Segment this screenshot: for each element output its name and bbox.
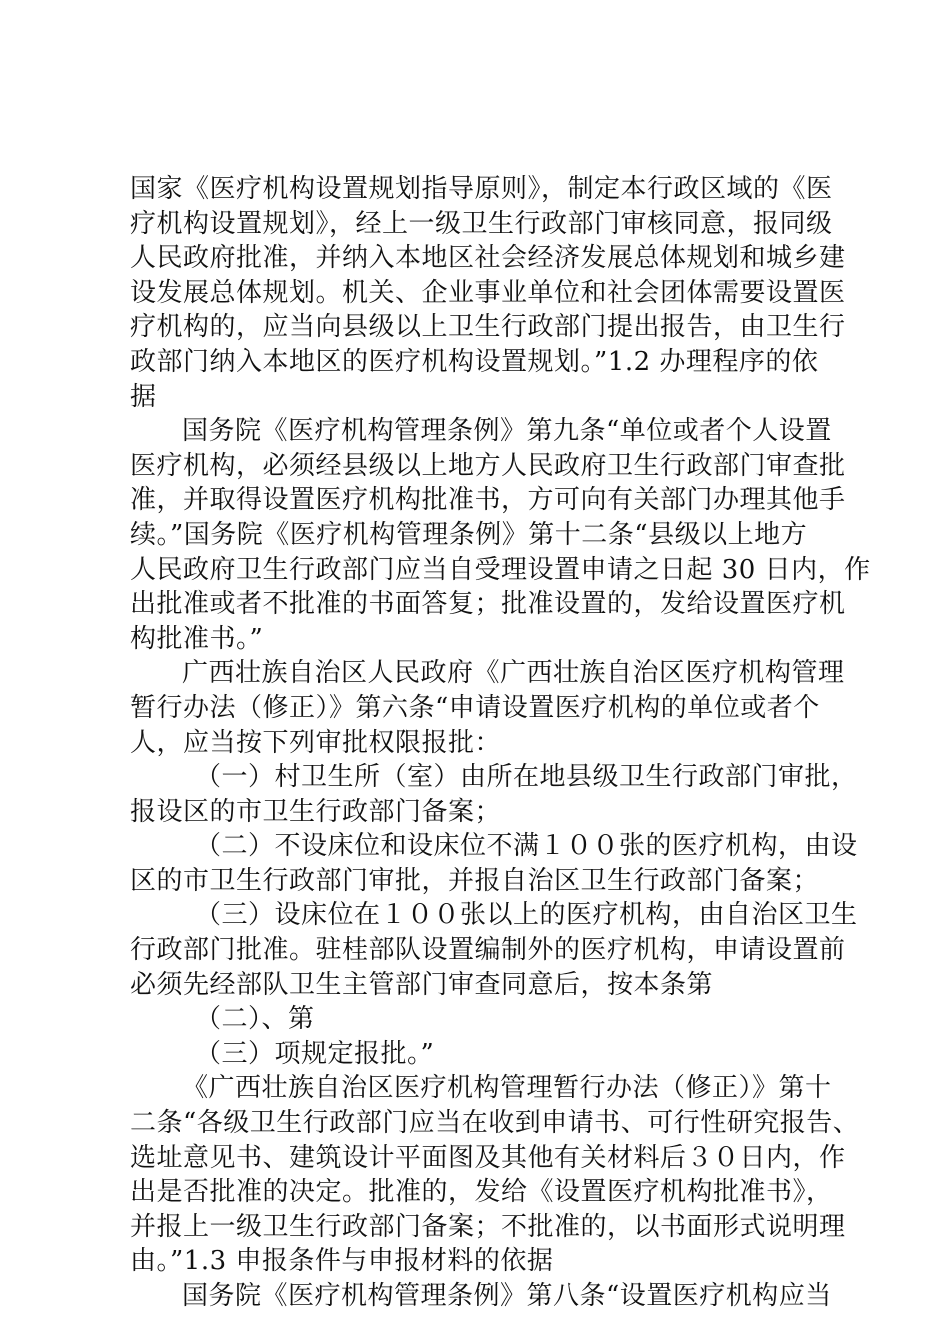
text-line: 暂行办法（修正）》第六条“申请设置医疗机构的单位或者个 [130,692,820,723]
text-line: 据 [130,381,157,412]
text-line: 必须先经部队卫生主管部门审查同意后，按本条第 [130,969,714,1000]
text-line: 设发展总体规划。机关、企业事业单位和社会团体需要设置医 [130,277,846,308]
text-line: 国家《医疗机构设置规划指导原则》，制定本行政区域的《医 [130,174,833,204]
text-line: 续。”国务院《医疗机构管理条例》第十二条“县级以上地方 [130,519,808,550]
text-line: 二条“各级卫生行政部门应当在收到申请书、可行性研究报告、 [130,1108,860,1139]
paragraph-start-line: 国务院《医疗机构管理条例》第九条“单位或者个人设置 [182,416,832,447]
text-line: 行政部门批准。驻桂部队设置编制外的医疗机构，申请设置前 [130,935,846,966]
text-line: 疗机构设置规划》，经上一级卫生行政部门审核同意，报同级 [130,208,833,239]
list-item-line: （二）不设床位和设床位不满１００张的医疗机构，由设 [195,831,858,862]
text-line: 区的市卫生行政部门审批，并报自治区卫生行政部门备案； [130,865,820,896]
text-line: 出是否批准的决定。批准的，发给《设置医疗机构批准书》， [130,1177,833,1208]
text-line: 报设区的市卫生行政部门备案； [130,796,502,827]
text-line: 医疗机构，必须经县级以上地方人民政府卫生行政部门审查批 [130,450,846,481]
text-line: 准，并取得设置医疗机构批准书，方可向有关部门办理其他手 [130,485,846,516]
document-body [130,172,871,1314]
list-item-line: （二）、第 [195,1004,315,1035]
text-line: 出批准或者不批准的书面答复；批准设置的，发给设置医疗机 [130,589,846,620]
list-item-line: （一）村卫生所（室）由所在地县级卫生行政部门审批， [195,762,858,793]
paragraph-start-line: 《广西壮族自治区医疗机构管理暂行办法（修正）》第十 [182,1073,832,1104]
text-line: 选址意见书、建筑设计平面图及其他有关材料后３０日内，作 [130,1142,846,1173]
text-line: 并报上一级卫生行政部门备案；不批准的，以书面形式说明理 [130,1211,846,1242]
text-line: 疗机构的，应当向县级以上卫生行政部门提出报告，由卫生行 [130,312,846,343]
paragraph-start-line: 广西壮族自治区人民政府《广西壮族自治区医疗机构管理 [182,658,845,689]
text-line: 政部门纳入本地区的医疗机构设置规划。”1.2 办理程序的依 [130,346,819,377]
text-line: 由。”1.3 申报条件与申报材料的依据 [130,1246,554,1277]
text-line: 人民政府卫生行政部门应当自受理设置申请之日起 30 日内，作 [130,554,871,585]
paragraph-start-line: 国务院《医疗机构管理条例》第八条“设置医疗机构应当 [182,1281,832,1311]
text-line: 人，应当按下列审批权限报批： [130,727,502,758]
list-item-line: （三）设床位在１００张以上的医疗机构，由自治区卫生 [195,900,858,931]
list-item-line: （三）项规定报批。” [195,1038,435,1069]
text-line: 构批准书。” [130,623,264,654]
text-line: 人民政府批准，并纳入本地区社会经济发展总体规划和城乡建 [130,243,846,274]
